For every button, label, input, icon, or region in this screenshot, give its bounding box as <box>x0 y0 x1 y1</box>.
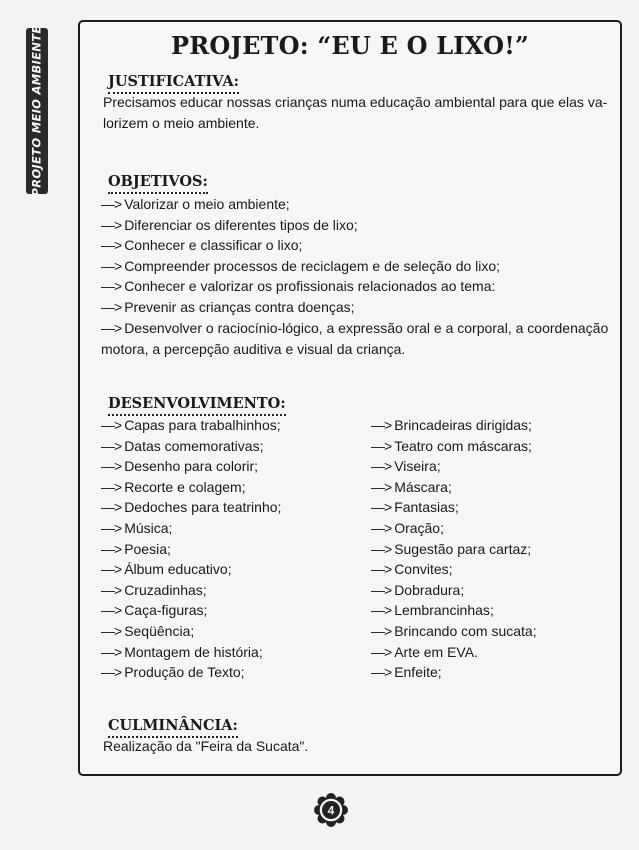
justificativa-line-2: lorizem o meio ambiente. <box>103 115 260 131</box>
desenvolvimento-item-label: Cruzadinhas; <box>124 581 207 598</box>
desenvolvimento-item <box>371 580 537 601</box>
arrow-icon: —> <box>101 622 122 639</box>
arrow-icon: —> <box>101 643 122 660</box>
desenvolvimento-item-label: Datas comemorativas; <box>124 437 264 454</box>
desenvolvimento-item <box>371 600 537 621</box>
objetivo-last-line-1: Desenvolver o raciocínio-lógico, a expressão oral e a corporal, a coordenação <box>124 320 609 336</box>
objetivo-item <box>101 256 500 277</box>
arrow-icon: —> <box>371 499 392 516</box>
desenvolvimento-item <box>101 456 281 477</box>
arrow-icon: —> <box>101 216 122 233</box>
arrow-icon: —> <box>371 478 392 495</box>
desenvolvimento-item-label: Brincadeiras dirigidas; <box>394 417 532 433</box>
desenvolvimento-item-label: Recorte e colagem; <box>124 478 246 495</box>
desenvolvimento-item-label: Capas para trabalhinhos; <box>124 417 281 433</box>
arrow-icon: —> <box>371 581 392 598</box>
desenvolvimento-item <box>101 477 281 498</box>
desenvolvimento-item <box>101 436 281 457</box>
desenvolvimento-item-label: Montagem de história; <box>124 643 263 660</box>
desenvolvimento-item-label: Música; <box>124 519 173 536</box>
arrow-icon: —> <box>371 643 392 660</box>
desenvolvimento-item-label: Máscara; <box>394 478 452 495</box>
objetivo-item-label: Conhecer e classificar o lixo; <box>124 237 303 254</box>
arrow-icon: —> <box>101 320 122 336</box>
justificativa-line-1: Precisamos educar nossas crianças numa educação ambiental para que elas va- <box>103 94 608 110</box>
desenvolvimento-item <box>101 662 281 683</box>
side-section-tab <box>26 25 48 197</box>
desenvolvimento-item <box>101 539 281 560</box>
desenvolvimento-item <box>101 415 281 436</box>
desenvolvimento-item <box>371 436 537 457</box>
desenvolvimento-item <box>101 600 281 621</box>
objetivos-last-item <box>101 318 621 360</box>
desenvolvimento-item <box>371 662 537 683</box>
page-number: 4 <box>327 803 335 818</box>
arrow-icon: —> <box>101 458 122 475</box>
justificativa-heading: JUSTIFICATIVA: <box>108 74 239 94</box>
desenvolvimento-item-label: Arte em EVA. <box>394 643 478 660</box>
arrow-icon: —> <box>101 561 122 578</box>
desenvolvimento-item <box>101 621 281 642</box>
objetivo-item-label: Conhecer e valorizar os profissionais relacionados ao tema: <box>124 278 496 295</box>
objetivo-item <box>101 215 500 236</box>
culminancia-heading: CULMINÂNCIA: <box>108 718 238 738</box>
desenvolvimento-item-label: Caça-figuras; <box>124 602 208 619</box>
desenvolvimento-item <box>371 518 537 539</box>
desenvolvimento-item-label: Seqüência; <box>124 622 195 639</box>
desenvolvimento-item <box>371 539 537 560</box>
arrow-icon: —> <box>101 278 122 295</box>
arrow-icon: —> <box>101 257 122 274</box>
desenvolvimento-item-label: Lembrancinhas; <box>394 602 494 619</box>
arrow-icon: —> <box>101 581 122 598</box>
arrow-icon: —> <box>371 622 392 639</box>
desenvolvimento-item <box>101 642 281 663</box>
justificativa-text <box>103 92 615 134</box>
objetivo-item-label: Diferenciar os diferentes tipos de lixo; <box>124 216 358 233</box>
page-number-badge <box>314 793 348 827</box>
desenvolvimento-item-label: Convites; <box>394 561 453 578</box>
desenvolvimento-item <box>371 497 537 518</box>
desenvolvimento-item-label: Brincando com sucata; <box>394 622 537 639</box>
objetivo-item <box>101 194 500 215</box>
arrow-icon: —> <box>371 458 392 475</box>
arrow-icon: —> <box>101 196 122 212</box>
arrow-icon: —> <box>371 664 392 681</box>
desenvolvimento-item-label: Dedoches para teatrinho; <box>124 499 282 516</box>
arrow-icon: —> <box>371 602 392 619</box>
desenvolvimento-heading: DESENVOLVIMENTO: <box>108 396 286 416</box>
arrow-icon: —> <box>101 540 122 557</box>
arrow-icon: —> <box>101 499 122 516</box>
desenvolvimento-item <box>371 621 537 642</box>
objetivo-item <box>101 297 500 318</box>
desenvolvimento-item-label: Viseira; <box>394 458 441 475</box>
desenvolvimento-item <box>371 456 537 477</box>
desenvolvimento-item-label: Teatro com máscaras; <box>394 437 532 454</box>
objetivo-last-line-2: motora, a percepção auditiva e visual da criança. <box>101 341 406 357</box>
desenvolvimento-item-label: Dobradura; <box>394 581 465 598</box>
arrow-icon: —> <box>101 298 122 315</box>
arrow-icon: —> <box>371 437 392 454</box>
objetivo-item-label: Prevenir as crianças contra doenças; <box>124 298 355 315</box>
project-frame <box>78 20 622 776</box>
arrow-icon: —> <box>101 602 122 619</box>
side-section-label: PROJETO MEIO AMBIENTE <box>30 25 45 197</box>
objetivo-item-label: Compreender processos de reciclagem e de seleção do lixo; <box>124 257 501 274</box>
desenvolvimento-item <box>101 580 281 601</box>
arrow-icon: —> <box>101 664 122 681</box>
arrow-icon: —> <box>371 561 392 578</box>
objetivos-list <box>101 194 500 318</box>
desenvolvimento-item <box>101 497 281 518</box>
arrow-icon: —> <box>371 540 392 557</box>
desenvolvimento-item <box>371 559 537 580</box>
objetivos-heading: OBJETIVOS: <box>108 174 208 194</box>
desenvolvimento-right-list <box>371 415 537 683</box>
arrow-icon: —> <box>371 519 392 536</box>
desenvolvimento-item <box>371 477 537 498</box>
arrow-icon: —> <box>101 237 122 254</box>
desenvolvimento-item-label: Fantasias; <box>394 499 459 516</box>
desenvolvimento-item-label: Enfeite; <box>394 664 442 681</box>
desenvolvimento-item-label: Produção de Texto; <box>124 664 245 681</box>
arrow-icon: —> <box>101 519 122 536</box>
desenvolvimento-item <box>101 518 281 539</box>
desenvolvimento-item <box>371 415 537 436</box>
desenvolvimento-item-label: Poesia; <box>124 540 171 557</box>
arrow-icon: —> <box>101 437 122 454</box>
arrow-icon: —> <box>371 417 392 433</box>
desenvolvimento-left-list <box>101 415 281 683</box>
desenvolvimento-item-label: Oração; <box>394 519 444 536</box>
objetivo-item <box>101 276 500 297</box>
culminancia-text: Realização da "Feira da Sucata". <box>103 738 309 754</box>
desenvolvimento-item-label: Sugestão para cartaz; <box>394 540 532 557</box>
desenvolvimento-item-label: Álbum educativo; <box>124 561 232 578</box>
page-title: PROJETO: “EU E O LIXO!” <box>171 31 529 60</box>
objetivo-item-label: Valorizar o meio ambiente; <box>124 196 290 212</box>
objetivo-item <box>101 235 500 256</box>
arrow-icon: —> <box>101 478 122 495</box>
desenvolvimento-item <box>371 642 537 663</box>
desenvolvimento-item <box>101 559 281 580</box>
arrow-icon: —> <box>101 417 122 433</box>
desenvolvimento-item-label: Desenho para colorir; <box>124 458 259 475</box>
